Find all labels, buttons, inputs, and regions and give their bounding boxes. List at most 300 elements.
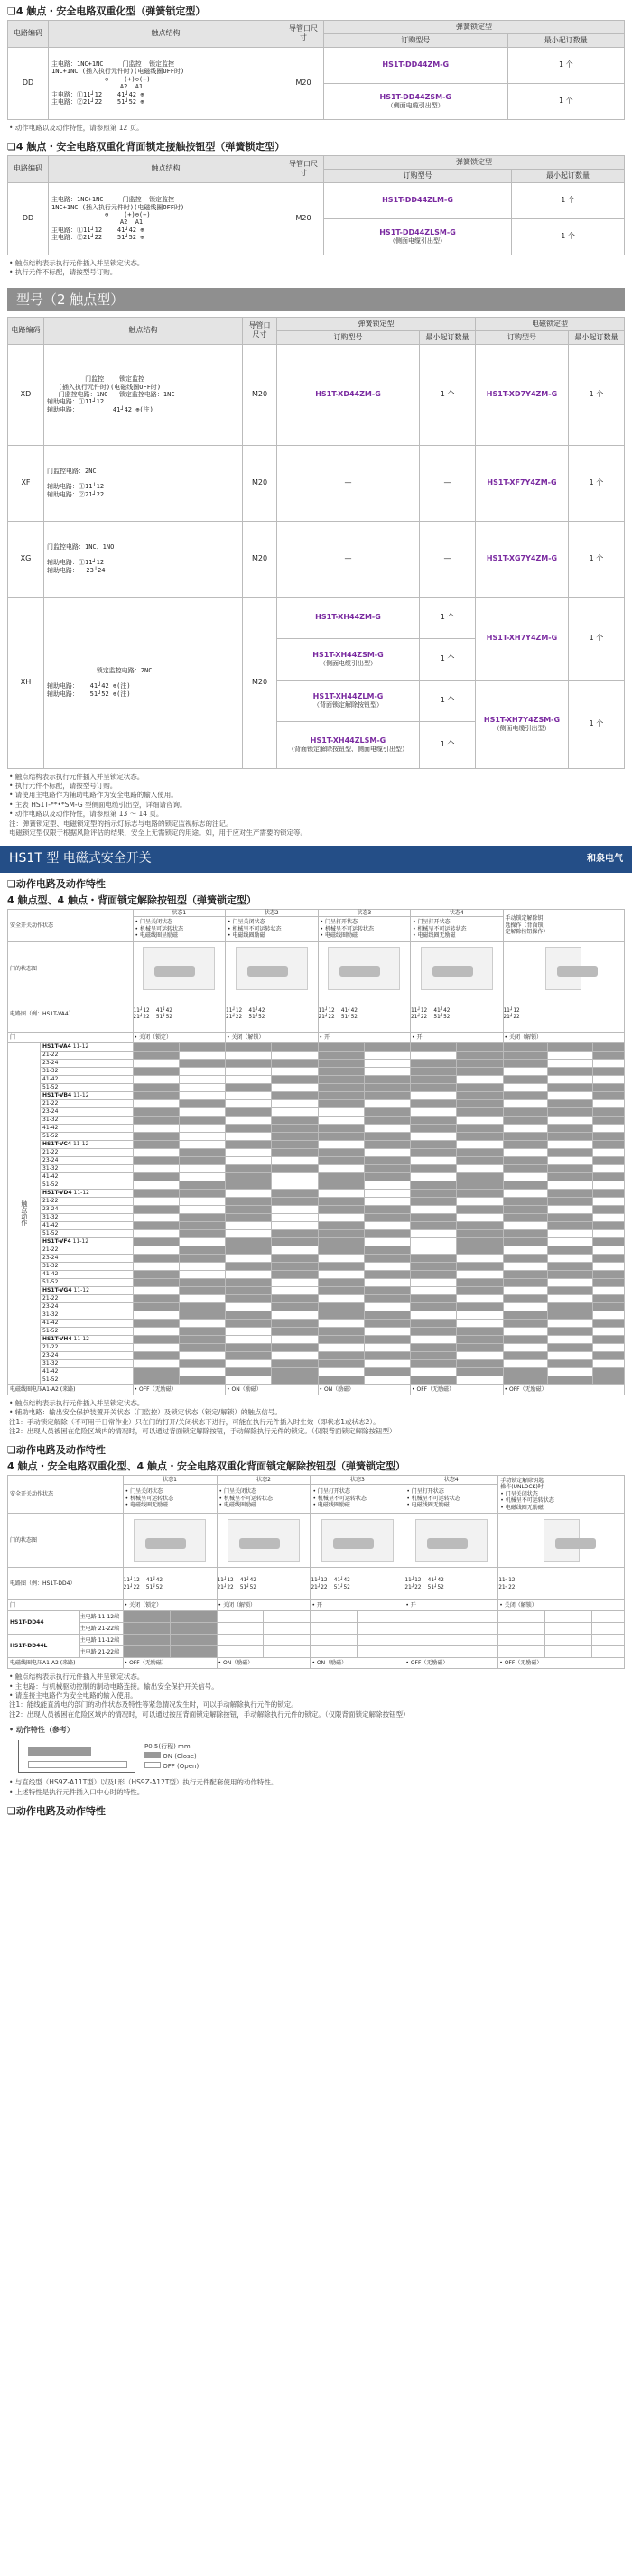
section-2-notes: • 触点结构表示执行元件插入并呈锁定状态。 • 执行元件不标配，请按型号订购。 xyxy=(9,258,144,277)
contact-state-cell xyxy=(548,1254,593,1262)
section-3-notes: • 触点结构表示执行元件插入并呈锁定状态。 • 执行元件不标配，请按型号订购。 • 请使用主电路作为辅助电路作为安全电路的输入使用。 • 主表 HS1T-**•*SM-G 型侧面电缆引出型，详细请咨询。 • 动作电路以及动作特性，请参照第 13 ～ 14 页。 注：弹簧锁定型、电磁锁定型的指示灯标志与电路的锁定监视标志的注记。 电磁锁定型仅限于根据风险评估的结果，安全上无需锁定的用途。如，用于应对生产需要的锁定等。 xyxy=(9,772,307,837)
contact-state-cell xyxy=(548,1107,593,1116)
contact-state-cell xyxy=(593,1148,625,1156)
contact-state-cell xyxy=(226,1205,272,1213)
contact-state-cell xyxy=(264,1635,311,1646)
contact-state-cell xyxy=(364,1148,410,1156)
contact-state-cell xyxy=(358,1646,404,1658)
contact-state-cell xyxy=(411,1278,457,1286)
contact-state-cell xyxy=(226,1237,272,1246)
state-desc: • 门呈打开状态 • 机械呈不可运转状态 • 电磁线圈励磁 xyxy=(318,917,411,942)
contact-terminal: 51-52 xyxy=(42,1084,59,1090)
contact-state-cell xyxy=(179,1311,225,1319)
contact-state-cell xyxy=(318,1116,364,1124)
th-order: 订购型号 xyxy=(324,33,508,47)
contact-state-cell xyxy=(592,1623,625,1635)
contact-state-cell xyxy=(318,1254,364,1262)
contact-state-cell xyxy=(133,1140,179,1148)
contact-state-cell xyxy=(457,1367,503,1376)
contact-label xyxy=(41,1140,134,1148)
contact-state-cell xyxy=(593,1172,625,1181)
contact-label xyxy=(41,1116,134,1124)
contact-state-cell xyxy=(457,1351,503,1359)
contact-state-cell xyxy=(318,1124,364,1132)
contact-state-cell xyxy=(364,1343,410,1351)
contact-state-cell xyxy=(457,1302,503,1311)
contact-state-cell xyxy=(503,1270,548,1278)
contact-state-cell xyxy=(503,1042,548,1051)
contact-state-cell xyxy=(457,1132,503,1140)
th-order: 订购型号 xyxy=(324,169,512,182)
contact-state-cell xyxy=(593,1359,625,1367)
contact-state-cell xyxy=(179,1302,225,1311)
th-structure: 触点结构 xyxy=(49,155,283,182)
contact-state-cell xyxy=(548,1319,593,1327)
contact-state-cell xyxy=(593,1083,625,1091)
contact-state-cell xyxy=(364,1229,410,1237)
contact-state-cell xyxy=(411,1327,457,1335)
contact-state-cell xyxy=(179,1067,225,1075)
state-desc: 手动锁定解除钥 匙操作（背面锁 定解除按钮操作） xyxy=(503,909,624,941)
contact-state-cell xyxy=(318,1262,364,1270)
row-code: XG xyxy=(8,521,44,597)
contact-state-cell xyxy=(272,1221,318,1229)
contact-state-cell xyxy=(226,1311,272,1319)
contact-state-cell xyxy=(133,1351,179,1359)
contact-state-cell xyxy=(318,1042,364,1051)
contact-state-cell xyxy=(226,1327,272,1335)
min-qty: — xyxy=(419,445,475,521)
contact-state-cell xyxy=(133,1376,179,1384)
contact-state-cell xyxy=(503,1172,548,1181)
th-code: 电路编码 xyxy=(8,20,49,47)
contact-state-cell xyxy=(179,1091,225,1099)
model-name: HS1T-DD44 xyxy=(8,1611,80,1635)
contact-terminal: 31-32 xyxy=(42,1165,59,1172)
min-qty: 1 个 xyxy=(568,597,624,680)
contact-label xyxy=(41,1327,134,1335)
contact-state-cell xyxy=(123,1611,170,1623)
contact-state-cell xyxy=(457,1319,503,1327)
contact-state-cell xyxy=(364,1116,410,1124)
contact-state-cell xyxy=(548,1091,593,1099)
contact-state-cell xyxy=(179,1221,225,1229)
contact-state-cell xyxy=(411,1075,457,1083)
contact-state-cell xyxy=(457,1335,503,1343)
section-5-title: ❏动作电路及动作特性 xyxy=(7,1444,106,1457)
solenoid-value: • ON（励磁） xyxy=(311,1658,404,1669)
contact-state-cell xyxy=(411,1148,457,1156)
contact-state-cell xyxy=(411,1140,457,1148)
contact-state-cell xyxy=(226,1367,272,1376)
contact-state-cell xyxy=(133,1262,179,1270)
min-qty: 1 个 xyxy=(419,344,475,445)
contact-label xyxy=(41,1351,134,1359)
contact-state-cell xyxy=(548,1075,593,1083)
contact-state-cell xyxy=(133,1254,179,1262)
contact-state-cell xyxy=(548,1262,593,1270)
contact-state-cell xyxy=(318,1294,364,1302)
contact-state-cell xyxy=(226,1270,272,1278)
contact-state-cell xyxy=(133,1042,179,1051)
contact-state-cell xyxy=(593,1132,625,1140)
contact-state-cell xyxy=(457,1327,503,1335)
contact-state-cell xyxy=(318,1367,364,1376)
th-min: 最小起订数量 xyxy=(568,330,624,344)
contact-state-cell xyxy=(133,1246,179,1254)
solenoid-value: • OFF（无励磁） xyxy=(503,1384,624,1395)
contact-state-cell xyxy=(457,1172,503,1181)
contact-terminal: 23-24 xyxy=(42,1303,59,1310)
contact-state-cell xyxy=(179,1343,225,1351)
contact-state-cell xyxy=(364,1181,410,1189)
contact-state-cell xyxy=(272,1254,318,1262)
contact-state-cell xyxy=(179,1181,225,1189)
contact-state-cell xyxy=(272,1246,318,1254)
contact-state-cell xyxy=(593,1351,625,1359)
contact-state-cell xyxy=(226,1172,272,1181)
contact-state-cell xyxy=(451,1646,498,1658)
contact-state-cell xyxy=(133,1156,179,1164)
contact-state-cell xyxy=(593,1197,625,1205)
contact-state-cell xyxy=(364,1051,410,1059)
contact-state-cell xyxy=(593,1091,625,1099)
contact-state-cell xyxy=(593,1181,625,1189)
contact-state-cell xyxy=(226,1091,272,1099)
row-conduit: M20 xyxy=(243,597,277,768)
row-conduit: M20 xyxy=(243,344,277,445)
contact-state-cell xyxy=(457,1246,503,1254)
contact-state-cell xyxy=(272,1319,318,1327)
contact-state-cell xyxy=(272,1327,318,1335)
contact-state-cell xyxy=(364,1359,410,1367)
contact-state-cell xyxy=(548,1376,593,1384)
contact-state-cell xyxy=(593,1311,625,1319)
row-code: XD xyxy=(8,344,44,445)
state-header: 状态3 xyxy=(318,909,411,917)
contact-state-cell xyxy=(457,1221,503,1229)
contact-terminal: 41-42 xyxy=(42,1173,59,1180)
contact-state-cell xyxy=(179,1229,225,1237)
contact-state-cell xyxy=(593,1319,625,1327)
contact-state-cell xyxy=(318,1189,364,1197)
characteristic-section: • 动作特性（参考） P0.5(行程) mm ON (Close) OFF (Open) • 与直线型（HS9Z-A11T型）以及L形（HS9Z-A12T型）执行元件配套使用的动作特性。 • 上述特性是执行元件插入口中心时的特性。 xyxy=(9,1726,278,1796)
contact-state-cell xyxy=(226,1042,272,1051)
th-min: 最小起订数量 xyxy=(507,33,624,47)
contact-label xyxy=(41,1075,134,1083)
row-label-gate: 门 xyxy=(8,1032,134,1042)
contact-label xyxy=(41,1148,134,1156)
contact-terminal: 23-24 xyxy=(42,1206,59,1212)
door-state-image xyxy=(318,941,411,996)
contact-state-cell xyxy=(364,1067,410,1075)
contact-state-cell xyxy=(133,1181,179,1189)
contact-state-cell xyxy=(179,1059,225,1067)
contact-state-cell xyxy=(272,1164,318,1172)
contact-state-cell xyxy=(318,1107,364,1116)
contact-state-cell xyxy=(133,1205,179,1213)
contact-state-cell xyxy=(364,1107,410,1116)
contact-state-cell xyxy=(272,1189,318,1197)
contact-terminal: 11-12 xyxy=(73,1287,89,1293)
contact-state-cell xyxy=(457,1278,503,1286)
contact-label: 主电路 21-22端 xyxy=(79,1646,123,1658)
contact-state-cell xyxy=(272,1311,318,1319)
contact-state-cell xyxy=(179,1254,225,1262)
min-qty: 1 个 xyxy=(419,638,475,680)
contact-state-cell xyxy=(411,1181,457,1189)
contact-state-cell xyxy=(123,1646,170,1658)
door-state-image xyxy=(404,1514,498,1568)
contact-state-cell xyxy=(545,1611,592,1623)
contact-label xyxy=(41,1059,134,1067)
section-1-note: • 动作电路以及动作特性，请参照第 12 页。 xyxy=(9,123,144,132)
contact-state-cell xyxy=(411,1302,457,1311)
contact-state-cell xyxy=(457,1189,503,1197)
contact-state-cell xyxy=(170,1646,217,1658)
contact-state-cell xyxy=(503,1294,548,1302)
contact-terminal: 21-22 xyxy=(42,1344,59,1350)
contact-state-cell xyxy=(272,1335,318,1343)
contact-state-cell xyxy=(311,1646,358,1658)
door-state-image xyxy=(133,941,226,996)
contact-state-cell xyxy=(318,1099,364,1107)
contact-state-cell xyxy=(318,1213,364,1221)
contact-state-cell xyxy=(272,1367,318,1376)
contact-state-cell xyxy=(179,1197,225,1205)
contact-label xyxy=(41,1083,134,1091)
contact-state-cell xyxy=(498,1611,545,1623)
model-name: HS1T-VH4 xyxy=(42,1336,72,1342)
contact-state-cell xyxy=(503,1148,548,1156)
contact-state-cell xyxy=(179,1359,225,1367)
contact-label xyxy=(41,1343,134,1351)
contact-state-cell xyxy=(411,1051,457,1059)
contact-state-cell xyxy=(272,1059,318,1067)
contact-terminal: 31-32 xyxy=(42,1214,59,1220)
solenoid-value: • OFF（无励磁） xyxy=(133,1384,226,1395)
gate-value: • 关闭（解锁） xyxy=(217,1600,311,1611)
contact-state-cell xyxy=(364,1286,410,1294)
contact-state-cell xyxy=(411,1156,457,1164)
contact-state-cell xyxy=(133,1294,179,1302)
contact-state-cell xyxy=(133,1319,179,1327)
min-qty: 1 个 xyxy=(419,680,475,721)
contact-state-cell xyxy=(411,1083,457,1091)
contact-state-cell xyxy=(548,1367,593,1376)
state-desc: • 门呈打开状态 • 机械呈不可运转状态 • 电磁线圈励磁 xyxy=(311,1484,404,1513)
contact-state-cell xyxy=(593,1213,625,1221)
section-1 xyxy=(0,4,632,135)
contact-state-cell xyxy=(503,1319,548,1327)
section-4 xyxy=(0,876,632,1439)
contact-state-cell xyxy=(226,1181,272,1189)
min-qty: 1 个 xyxy=(568,445,624,521)
contact-state-cell xyxy=(179,1164,225,1172)
contact-state-cell xyxy=(226,1246,272,1254)
row-code: DD xyxy=(8,47,49,119)
contact-state-cell xyxy=(226,1124,272,1132)
contact-state-cell xyxy=(411,1059,457,1067)
contact-state-cell xyxy=(272,1124,318,1132)
contact-state-cell xyxy=(364,1367,410,1376)
contact-state-cell xyxy=(548,1140,593,1148)
contact-label xyxy=(41,1099,134,1107)
contact-state-cell xyxy=(503,1262,548,1270)
circuit-pins: 11┘12 21┘22 xyxy=(503,996,624,1032)
contact-state-cell xyxy=(311,1611,358,1623)
contact-state-cell xyxy=(179,1205,225,1213)
contact-state-cell xyxy=(272,1075,318,1083)
contact-state-cell xyxy=(133,1327,179,1335)
circuit-pins: 11┘12 41┘42 21┘22 51┘52 xyxy=(217,1568,311,1600)
circuit-diagram: 主电路：1NC+1NC 门监控 锁定监控 1NC+1NC (插入执行元件时)(电磁线圈OFF时) ⊕ (+)⊖(−) A2 A1 主电路：①11┘12 41┘42 ⊕ 主电路：②21┘22 51┘52 ⊕ xyxy=(49,182,283,255)
contact-state-cell xyxy=(548,1270,593,1278)
contact-terminal: 21-22 xyxy=(42,1295,59,1302)
contact-state-cell xyxy=(179,1351,225,1359)
contact-state-cell xyxy=(133,1367,179,1376)
contact-state-cell xyxy=(272,1270,318,1278)
contact-state-cell xyxy=(593,1164,625,1172)
door-state-image xyxy=(226,941,319,996)
contact-state-cell xyxy=(548,1197,593,1205)
contact-label xyxy=(41,1335,134,1343)
state-header: 状态4 xyxy=(411,909,504,917)
th-order: 订购型号 xyxy=(476,330,569,344)
state-desc: • 门呈关闭状态 • 机械呈可运转状态 • 电磁线圈无励磁 xyxy=(123,1484,217,1513)
contact-state-cell xyxy=(593,1270,625,1278)
contact-state-cell xyxy=(179,1099,225,1107)
contact-state-cell xyxy=(457,1091,503,1099)
contact-state-cell xyxy=(318,1132,364,1140)
contact-label xyxy=(41,1359,134,1367)
contact-state-cell xyxy=(358,1611,404,1623)
contact-state-cell xyxy=(226,1132,272,1140)
contact-state-cell xyxy=(364,1140,410,1148)
row-conduit: M20 xyxy=(283,182,324,255)
door-state-image xyxy=(123,1514,217,1568)
contact-label xyxy=(41,1091,134,1099)
contact-state-cell xyxy=(318,1172,364,1181)
contact-state-cell xyxy=(133,1278,179,1286)
circuit-pins: 11┘12 41┘42 21┘22 51┘52 xyxy=(123,1568,217,1600)
contact-state-cell xyxy=(179,1075,225,1083)
contact-state-cell xyxy=(451,1635,498,1646)
contact-state-cell xyxy=(548,1221,593,1229)
contact-state-cell xyxy=(179,1237,225,1246)
contact-state-cell xyxy=(548,1359,593,1367)
contact-state-cell xyxy=(318,1067,364,1075)
contact-state-cell xyxy=(226,1262,272,1270)
circuit-diagram: 门监控 锁定监控 (插入执行元件时)(电磁线圈OFF时) 门监控电路：1NC 锁定监控电路：1NC 辅助电路：①11┘12 辅助电路： 41┘42 ⊕(注) xyxy=(44,344,243,445)
contact-label xyxy=(41,1172,134,1181)
contact-state-cell xyxy=(226,1376,272,1384)
contact-state-cell xyxy=(411,1205,457,1213)
contact-state-cell xyxy=(133,1132,179,1140)
contact-state-cell xyxy=(548,1189,593,1197)
model-name: HS1T-VG4 xyxy=(42,1287,72,1293)
contact-state-cell xyxy=(545,1635,592,1646)
contact-state-cell xyxy=(364,1254,410,1262)
contact-state-cell xyxy=(457,1107,503,1116)
solenoid-value: • OFF（无励磁） xyxy=(123,1658,217,1669)
contact-state-cell xyxy=(548,1099,593,1107)
contact-state-cell xyxy=(593,1343,625,1351)
contact-state-cell xyxy=(503,1181,548,1189)
contact-state-cell xyxy=(548,1156,593,1164)
contact-state-cell xyxy=(457,1148,503,1156)
contact-state-cell xyxy=(404,1611,451,1623)
contact-state-cell xyxy=(133,1359,179,1367)
contact-state-cell xyxy=(503,1302,548,1311)
contact-state-cell xyxy=(272,1132,318,1140)
contact-state-cell xyxy=(272,1237,318,1246)
section-5 xyxy=(0,1442,632,1819)
contact-state-cell xyxy=(457,1181,503,1189)
contact-terminal: 41-42 xyxy=(42,1271,59,1277)
contact-state-cell xyxy=(318,1197,364,1205)
contact-label xyxy=(41,1311,134,1319)
contact-label xyxy=(41,1229,134,1237)
contact-state-cell xyxy=(133,1343,179,1351)
order-number: HS1T-XH44ZM-G xyxy=(277,597,420,638)
gate-value: • 开 xyxy=(318,1032,411,1042)
th-conduit: 导管口尺寸 xyxy=(283,155,324,182)
contact-state-cell xyxy=(411,1246,457,1254)
min-qty: — xyxy=(419,521,475,597)
contact-state-cell xyxy=(457,1099,503,1107)
contact-label xyxy=(41,1164,134,1172)
contact-state-cell xyxy=(457,1051,503,1059)
order-number: HS1T-XF7Y4ZM-G xyxy=(476,445,569,521)
contact-state-cell xyxy=(545,1623,592,1635)
contact-label xyxy=(41,1124,134,1132)
gate-value: • 关闭（解锁） xyxy=(498,1600,625,1611)
contact-state-cell xyxy=(593,1376,625,1384)
contact-state-cell xyxy=(318,1327,364,1335)
contact-terminal: 23-24 xyxy=(42,1157,59,1163)
min-qty: 1 个 xyxy=(512,182,625,218)
brand-logo: 和泉电气 xyxy=(587,854,623,865)
min-qty: 1 个 xyxy=(507,47,624,83)
contact-state-cell xyxy=(411,1367,457,1376)
circuit-diagram: 主电路：1NC+1NC 门监控 锁定监控 1NC+1NC (插入执行元件时)(电磁线圈OFF时) ⊕ (+)⊖(−) A2 A1 主电路：①11┘12 41┘42 ⊕ 主电路：②21┘22 51┘52 ⊕ xyxy=(49,47,283,119)
contact-state-cell xyxy=(364,1294,410,1302)
contact-state-cell xyxy=(133,1311,179,1319)
contact-state-cell xyxy=(411,1197,457,1205)
section-1-title: ❏4 触点・安全电路双重化型（弹簧锁定型） xyxy=(7,5,206,17)
contact-state-cell xyxy=(457,1229,503,1237)
circuit-diagram: 锁定监控电路：2NC 辅助电路： 41┘42 ⊕(注) 辅助电路： 51┘52 ⊕(注) xyxy=(44,597,243,768)
contact-state-cell xyxy=(457,1294,503,1302)
product-title: HS1T 型 电磁式安全开关 xyxy=(9,851,152,866)
contact-state-cell xyxy=(133,1107,179,1116)
contact-state-cell xyxy=(364,1099,410,1107)
contact-state-cell xyxy=(133,1286,179,1294)
contact-state-cell xyxy=(593,1107,625,1116)
contact-terminal: 41-42 xyxy=(42,1320,59,1326)
th-magnet: 电磁锁定型 xyxy=(476,317,625,330)
contact-state-cell xyxy=(593,1042,625,1051)
contact-state-cell xyxy=(226,1351,272,1359)
contact-state-cell xyxy=(318,1140,364,1148)
contact-terminal: 21-22 xyxy=(42,1246,59,1253)
contact-state-cell xyxy=(593,1246,625,1254)
model-2contact-title: 型号（2 触点型） xyxy=(7,288,625,311)
contact-terminal: 21-22 xyxy=(42,1198,59,1204)
circuit-pins: 11┘12 41┘42 21┘22 51┘52 xyxy=(318,996,411,1032)
row-label-door: 门的状态图 xyxy=(8,1514,124,1568)
